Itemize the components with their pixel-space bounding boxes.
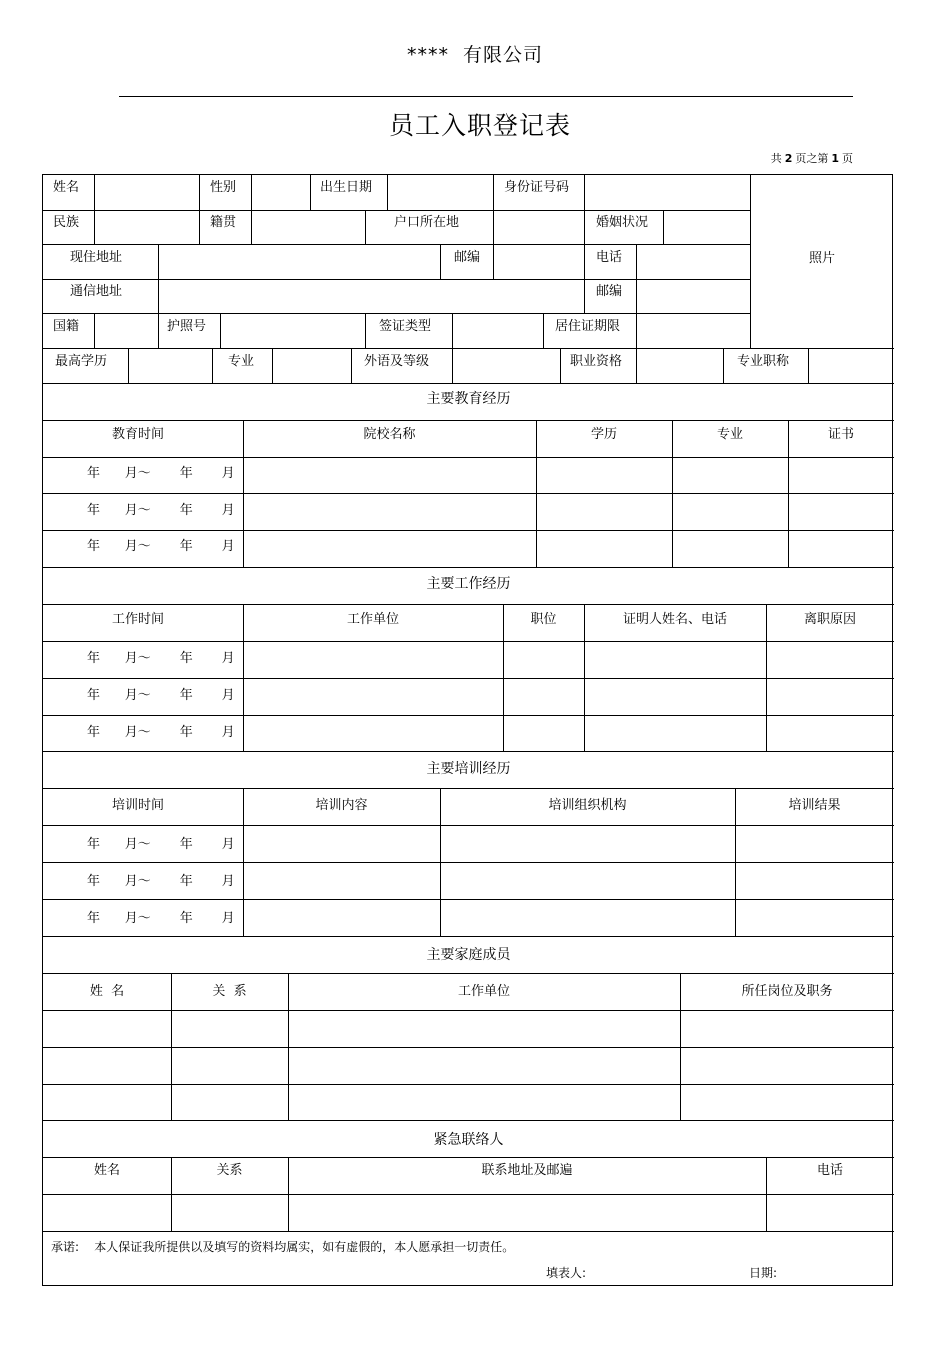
grid-line <box>43 420 894 421</box>
grid-line <box>43 862 894 863</box>
grid-line <box>43 825 894 826</box>
label-gender: 性别 <box>210 180 237 195</box>
header-edu-degree: 学历 <box>590 427 617 442</box>
header-train-time: 培训时间 <box>111 798 164 813</box>
header-work-time: 工作时间 <box>111 612 164 627</box>
grid-line <box>158 244 159 279</box>
grid-line <box>43 244 750 245</box>
work-period: 年 月～ 年 月 <box>87 725 235 740</box>
label-residence-period: 居住证期限 <box>555 319 621 334</box>
grid-line <box>560 348 561 383</box>
grid-line <box>212 348 213 383</box>
grid-line <box>636 348 637 383</box>
grid-line <box>365 313 366 348</box>
header-edu-school: 院校名称 <box>363 427 416 442</box>
grid-line <box>251 175 252 210</box>
grid-line <box>43 788 894 789</box>
label-language: 外语及等级 <box>364 354 430 369</box>
header-edu-certificate: 证书 <box>827 427 854 442</box>
grid-line <box>584 175 585 210</box>
pledge-text: 承诺: 本人保证我所提供以及填写的资料均属实，如有虚假的，本人愿承担一切责任。 <box>51 1240 515 1254</box>
header-family-relation: 关 系 <box>212 984 247 999</box>
grid-line <box>43 313 750 314</box>
header-train-organization: 培训组织机构 <box>548 798 627 813</box>
training-period: 年 月～ 年 月 <box>87 837 235 852</box>
header-work-position: 职位 <box>530 612 557 627</box>
label-ethnicity: 民族 <box>53 215 80 230</box>
grid-line <box>584 210 585 244</box>
registration-form <box>42 174 893 1286</box>
grid-line <box>440 244 441 279</box>
grid-line <box>584 244 585 279</box>
header-edu-major: 专业 <box>716 427 743 442</box>
header-work-reference: 证明人姓名、电话 <box>622 612 727 627</box>
header-family-name: 姓 名 <box>89 984 125 999</box>
section-work: 主要工作经历 <box>426 576 511 592</box>
grid-line <box>43 383 894 384</box>
section-training: 主要培训经历 <box>426 761 511 777</box>
label-postcode-2: 邮编 <box>596 284 623 299</box>
grid-line <box>365 210 366 244</box>
section-family: 主要家庭成员 <box>426 947 511 963</box>
training-period: 年 月～ 年 月 <box>87 874 235 889</box>
grid-line <box>158 313 159 348</box>
grid-line <box>808 348 809 383</box>
grid-line <box>723 348 724 383</box>
grid-line <box>199 175 200 210</box>
label-nationality: 国籍 <box>53 319 80 334</box>
grid-line <box>158 279 159 313</box>
label-postcode: 邮编 <box>454 250 481 265</box>
label-current-address: 现住地址 <box>70 250 123 265</box>
grid-line <box>493 244 494 279</box>
grid-line <box>636 279 637 313</box>
label-marital-status: 婚姻状况 <box>596 215 649 230</box>
label-native-place: 籍贯 <box>210 215 237 230</box>
grid-line <box>750 175 751 348</box>
header-train-result: 培训结果 <box>788 798 841 813</box>
company-name-placeholder: **** <box>406 44 449 66</box>
grid-line <box>43 936 894 937</box>
label-hukou: 户口所在地 <box>394 215 460 230</box>
label-id-number: 身份证号码 <box>504 180 570 195</box>
edu-period: 年 月～ 年 月 <box>87 539 235 554</box>
grid-line <box>43 751 894 752</box>
section-emergency: 紧急联络人 <box>433 1132 504 1148</box>
label-education: 最高学历 <box>55 354 108 369</box>
grid-line <box>310 175 311 210</box>
grid-line <box>199 210 200 244</box>
label-passport: 护照号 <box>167 319 207 334</box>
header-emergency-name: 姓名 <box>93 1163 120 1178</box>
edu-period: 年 月～ 年 月 <box>87 503 235 518</box>
grid-line <box>43 457 894 458</box>
grid-line <box>636 244 637 279</box>
label-phone: 电话 <box>596 250 623 265</box>
grid-line <box>452 348 453 383</box>
label-major: 专业 <box>228 354 255 369</box>
label-qualification: 职业资格 <box>570 354 623 369</box>
header-edu-time: 教育时间 <box>111 427 164 442</box>
grid-line <box>94 313 95 348</box>
company-name <box>0 40 950 67</box>
grid-line <box>43 210 750 211</box>
grid-line <box>663 210 664 244</box>
header-work-reason: 离职原因 <box>803 612 856 627</box>
grid-line <box>452 313 453 348</box>
header-emergency-phone: 电话 <box>816 1163 843 1178</box>
label-filler: 填表人: <box>546 1266 587 1280</box>
grid-line <box>94 175 95 210</box>
grid-line <box>94 210 95 244</box>
grid-line <box>43 567 894 568</box>
label-birth-date: 出生日期 <box>320 180 373 195</box>
work-period: 年 月～ 年 月 <box>87 651 235 666</box>
label-date: 日期: <box>749 1266 778 1280</box>
section-education: 主要教育经历 <box>426 391 511 407</box>
header-emergency-address: 联系地址及邮遍 <box>481 1163 573 1178</box>
grid-line <box>251 210 252 244</box>
form-title: 员工入职登记表 <box>388 111 571 140</box>
header-train-content: 培训内容 <box>315 798 368 813</box>
grid-line <box>220 313 221 348</box>
grid-line <box>43 279 750 280</box>
header-rule <box>119 96 853 97</box>
company-name-suffix: 有限公司 <box>462 44 543 66</box>
grid-line <box>493 210 494 244</box>
grid-line <box>493 175 494 210</box>
grid-line <box>43 1231 894 1232</box>
grid-line <box>43 493 894 494</box>
training-period: 年 月～ 年 月 <box>87 911 235 926</box>
header-work-company: 工作单位 <box>346 612 399 627</box>
grid-line <box>43 530 894 531</box>
header-emergency-relation: 关系 <box>216 1163 243 1178</box>
grid-line <box>387 175 388 210</box>
grid-line <box>351 348 352 383</box>
grid-line <box>43 899 894 900</box>
grid-line <box>636 313 637 348</box>
header-family-position: 所任岗位及职务 <box>741 984 833 999</box>
label-visa-type: 签证类型 <box>379 319 432 334</box>
grid-line <box>43 348 894 349</box>
grid-line <box>543 313 544 348</box>
grid-line <box>584 279 585 313</box>
header-family-company: 工作单位 <box>457 984 510 999</box>
label-mailing-address: 通信地址 <box>70 284 123 299</box>
grid-line <box>128 348 129 383</box>
grid-line <box>272 348 273 383</box>
label-title: 专业职称 <box>737 354 790 369</box>
edu-period: 年 月～ 年 月 <box>87 466 235 481</box>
work-period: 年 月～ 年 月 <box>87 688 235 703</box>
label-name: 姓名 <box>53 180 80 195</box>
label-photo: 照片 <box>809 251 836 266</box>
page-info: 共 2 页之第 1 页 <box>770 152 853 165</box>
